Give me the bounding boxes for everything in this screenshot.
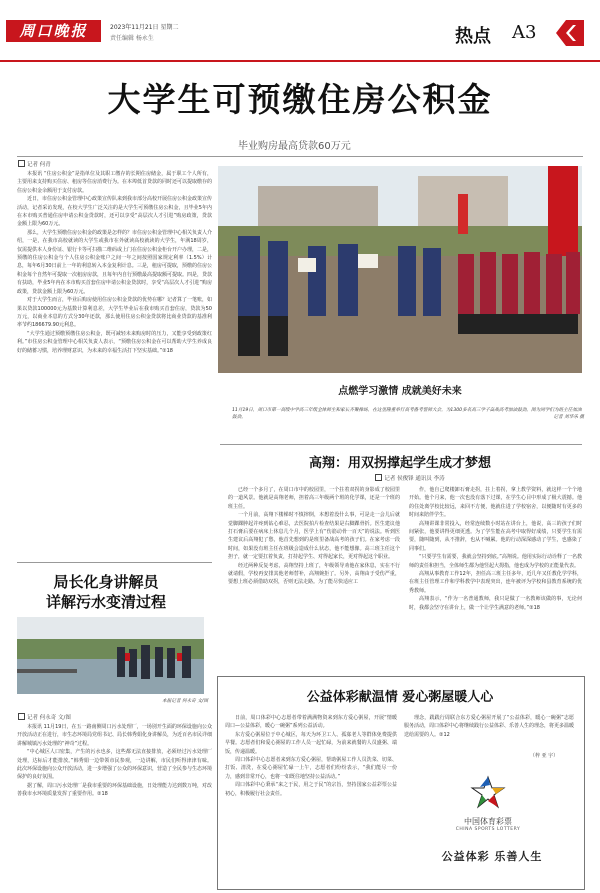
byline-box-icon	[375, 474, 382, 481]
article4-col1: 日前，周口体彩中心志愿者带着满满物资来到东方爱心粥屋，开展“情暖周口—公益体彩，暖心一碗粥”系列公益活动。 东方爱心粥屋位于中心城区，每天为环卫工人、孤寡老人等群体免费提供早餐。志愿者们和爱心粥屋的工作人员一起忙碌，为前来就餐的人员盛粥、端饭，传递温暖。 周口体彩中心志愿者来到东方爱心粥屋，帮助粥屋工作人员洗菜、切菜、打饭、清洗，在爱心粥屋忙碌一上午，志愿者们纷纷表示，“我们能尽一份力，感到非常开心，也将一如既往地坚持公益活动。” 周口体彩中心秉承“来之于民，用之于民”的宗旨，坚持国家公益彩票公益初心，积极履行社会责任。	[225, 715, 397, 797]
photo-credit: 记者 刘华乐 摄	[553, 415, 584, 421]
photo-banner-title: 点燃学习激情 成就美好未来	[338, 386, 462, 397]
article4-title: 公益体彩献温情 爱心粥屋暖人心	[306, 690, 494, 705]
byline-box-icon	[18, 160, 25, 167]
rule	[220, 444, 582, 445]
page-arrow-icon	[556, 20, 584, 46]
article3-body: 本报讯 11月19日，在五一路南侧周口污水处理厂，一场别开生面的环保设施向公众开放活动正在进行，市生态环境局党组书记、局长韩秀娟化身讲解员，为近百名市民详细讲解城镇污水处理的“神奇”过程。 “中心城区人口密集，产生的污水也多，这些都无法直接排放，必须经过污水处理厂处理，达标后才能排放。”韩秀娟一边带领市民参观，一边讲解，市民们听得津津有味。此次环保设施向公众开放活动，进一步增强了公众的环保意识，营造了全民参与生态环境保护的良好氛围。 据了解，周口污水处理厂是我市重要的环保基础设施，日处理能力达到数万吨，对改善我市水环境质量发挥了重要作用。②18	[17, 724, 212, 798]
article3-title: 局长化身讲解员 详解污水变清过程	[45, 573, 166, 611]
lottery-logo-icon	[468, 775, 508, 811]
treatment-plant-photo	[17, 617, 204, 694]
newspaper-logo: 周口晚报	[6, 20, 101, 42]
end-mark: ②18	[97, 791, 108, 798]
headline: 大学生可预缴住房公积金	[107, 80, 493, 119]
photo2-caption: 本报记者 何永奇 文/图	[162, 699, 208, 704]
article2-col1: 已经一个多月了，在周口市中的校园里，一个拄着双拐的身影成了校园里的一道风景。他就是高翔老师，担着高三年级两个班的化学课，还是一个班的班主任。 一个月前，高翔下楼梯时不慎摔倒，本想着没什么事，可是走一会儿后就觉脚踝肿起并疼到钻心难忍，去医院拍片检查结果是右脚踝骨折。医生建议他打石膏后要在病床上休息几个月，医学上有“伤筋动骨一百天”的说法。听到医生建议后高翔犯了愁，他首先想到的是班里备战高考的孩子们。在家考虑一段时间，如果没有班主任在班级会造成什么状态，他不能想像。高三班主任这个担子，就一定要扛着负责，打持起学生、对得起家长，更对得起这个职业。 经过两种反复考虑，高翔坚持上班了，年级领导劝他在家休息，实在不行就请假，学校再安排其他老师替补，高翔婉拒了。另外，高翔由于受伤严重，要想上班必须借助双拐，否则无法走路。为了能尽快适应工	[228, 487, 400, 586]
rule	[17, 156, 583, 157]
lottery-name: 中国体育彩票	[464, 817, 512, 826]
editor-credit: 责任编辑 杨永生	[110, 35, 154, 42]
article1-byline: 记者 何青	[18, 160, 51, 168]
photo-caption: 11月19日，周口市第一高级中学高三年级全体师生和家长齐聚操场，在这里隆重举行高考备考誓师大会，为1300多名高三学子奋战高考加油鼓劲。图为同学们为班主任加油鼓劲。 记者 刘华乐 摄	[232, 408, 584, 421]
rule	[17, 562, 212, 563]
section-name: 热点	[455, 26, 491, 47]
article3-byline: 记者 何永奇 文/图	[18, 713, 71, 721]
subheadline: 毕业购房最高贷款60万元	[238, 141, 351, 152]
lottery-name-en: CHINA SPORTS LOTTERY	[455, 827, 521, 832]
page-number: A3	[512, 22, 537, 43]
article2-title: 高翔：用双拐撑起学生成才梦想	[308, 456, 491, 471]
end-mark: ②18	[529, 604, 540, 611]
rally-photo	[218, 166, 582, 373]
article4-col2: 理念，践践行周联合东方爱心粥屋开展了“公益体彩，暖心一碗粥”志愿服务活动，周口体彩中心将继续践行公益体彩、乐善人生的理念，将更多温暖送给需要的人。②12	[404, 715, 574, 738]
end-mark: ②18	[162, 347, 173, 354]
article1-body: 本报讯 “住房公积金”是指单位及其职工缴存的长期住房储金，属于职工个人所有，主要用来支持购买住房、租房等住房消费行为。在本埠低首贷款的同时还可以提取缴存的住房公积金余额用于支付房款。 近日，市住房公积金管理中心政策宣传队来到我市部分高校开展住房公积金政策宣传活动，记者采访发现，在校大学生广泛关注的是大学生可预缴住房公积金，且毕业5年内在本市购买普通住房申请公积金贷款时，还可以享受“高层次人才引进”购房政策，贷款金额上限为60万元。 那么，大学生预缴住房公积金的政策是怎样的？市住房公积金管理中心相关负责人介绍，一是，在我市高校就读的大学生或我市在外就读高校就读的大学生，年满18周岁，仅需提供本人身份证、银行卡等可扫描二维码或上门在住房公积金柜台开户办理，二是，预缴的住房公积金与个人住房公积金账户之间一年之间按照国家规定利率（1.5%）计息，每年6月30日前上一年的利息转入本金复利计息。三是，租房可提取，预缴的住房公积金每个自然年可提取一次租房房款，且每年内自行预缴最高提取额可提取。四是，贷款有扶助，毕业5年内在本市购买首套住房申请公积金贷款时，享受“高层次人才引进”购房政策，贷款金额上限为60万元。 对于大学生而言，毕业后购房使用住房公积金贷款的优势在哪？记者算了一笔账，如果以贷款100000元为基数计算利息差，大学生毕业后在我市购买首套住房，贷款为50万元，以商业本息的方式分30年还款，那么使用住房公积金贷款将比商业贷款的基准利率节约186679.90元利息。 “大学生通过预缴预缴住房公积金，既可减轻未来购房时的压力，又能享受到政策红利。”市住房公积金管理中心相关负责人表示，“预缴住房公积金在可以帮助大学生养成良好的储蓄习惯，培养理财意识，为未来的幸福生活打下坚实基础。”②18	[17, 171, 212, 354]
article2-byline: 记者 侯俊锋 通讯员 李涛	[0, 474, 600, 482]
article4-credit: （梓 亚 宇）	[530, 753, 559, 759]
issue-date: 2023年11月21日 星期二	[110, 24, 179, 31]
article2-col2: 作，他自己爬楼卸石膏走拐，拄上着拐，拿上教学资料，就这样一个个地开始。他个月来，他一次也没有落下过课，在学生心目中形成了极大震撼。他的住处离学校比较远，来回不方便，他就住进了学校宿舍，以便随时有更多的时间来陪伴学生。 高翔讲课非常投入，经常连续数小时站在讲台上，他说，高三的孩子们时间紧张，他要讲得更细更透。为了学生能在高考中取得好成绩，只要学生有需要，随叫随到，从不推辞，也从不喊累。他的行动深深感动了学生，也感染了同事们。 “只要学生有需要，我就会坚持到底。”高翔说。他用实际行动诠释了一名教师的责任和担当，全体师生都为他竖起大拇指，他也成为学校的正能量代表。 高翔从事教育工作12年，担任高三班主任多年，近几年又任教化学学科，在班主任管理工作和学科教学中表现突出，连年被评为学校和县教育系统的优秀教师。 高翔表示，“作为一名普通教师，我只是做了一名教师该做的事，无论何时，我都会坚守在讲台上，做一个让学生满意的老师。”②18	[409, 487, 582, 611]
byline-box-icon	[18, 713, 25, 720]
lottery-slogan: 公益体彩 乐善人生	[441, 850, 543, 863]
